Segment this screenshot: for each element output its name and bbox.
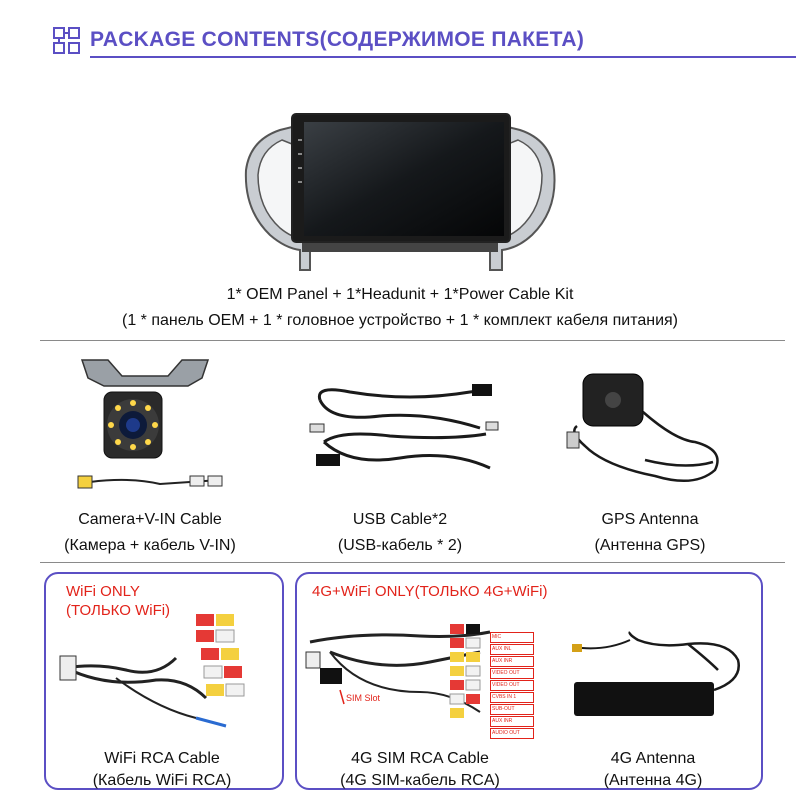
harness-tag-list [490,632,534,740]
harness-tag: AUDIO OUT [490,728,534,739]
divider-2 [40,562,785,563]
gps-caption-en: GPS Antenna [601,511,699,528]
lte-antenna-caption-ru: (Антенна 4G) [603,772,703,789]
lte-antenna-image [568,630,748,730]
wifi-rca-cable-image [56,608,266,740]
lte-wifi-label: 4G+WiFi ONLY(ТОЛЬКО 4G+WiFi) [312,583,548,600]
harness-tag: CVBS IN 1 [490,692,534,703]
harness-tag: VIDEO OUT [490,680,534,691]
harness-tag: VIDEO OUT [490,668,534,679]
main-caption-en: 1* OEM Panel + 1*Headunit + 1*Power Cable Kit [226,286,574,303]
wifi-only-label-line2: (ТОЛЬКО WiFi) [66,602,171,619]
harness-tag: AUX INR [490,656,534,667]
sim-slot-label: SIM Slot [346,693,381,703]
usb-caption-ru: (USB-кабель * 2) [337,537,463,554]
wifi-rca-caption-ru: (Кабель WiFi RCA) [92,772,232,789]
camera-image [70,352,230,502]
harness-tag: SUB-OUT [490,704,534,715]
wifi-only-label-line1: WiFi ONLY [66,583,140,600]
header-underline [90,56,796,58]
gps-antenna-image [565,370,735,495]
lte-antenna-caption-en: 4G Antenna [610,750,696,767]
camera-caption-ru: (Камера + кабель V-IN) [64,537,236,554]
harness-tag: AUX INL [490,644,534,655]
usb-cable-image [310,380,500,480]
main-caption-ru: (1 * панель OEM + 1 * головное устройство + 1 * комплект кабеля питания) [121,312,678,329]
package-grid-icon [52,26,82,56]
gps-caption-ru: (Антенна GPS) [594,537,706,554]
wifi-rca-caption-en: WiFi RCA Cable [104,750,220,767]
harness-tag: MIC [490,632,534,643]
section-header [52,22,752,62]
headunit-panel-image [240,100,560,280]
divider-1 [40,340,785,341]
lte-sim-rca-caption-en: 4G SIM RCA Cable [351,750,489,767]
usb-caption-en: USB Cable*2 [352,511,448,528]
lte-sim-rca-caption-ru: (4G SIM-кабель RCA) [340,772,500,789]
camera-caption-en: Camera+V-IN Cable [78,511,222,528]
harness-tag: AUX INR [490,716,534,727]
page-title: PACKAGE CONTENTS(СОДЕРЖИМОЕ ПАКЕТА) [90,28,585,51]
